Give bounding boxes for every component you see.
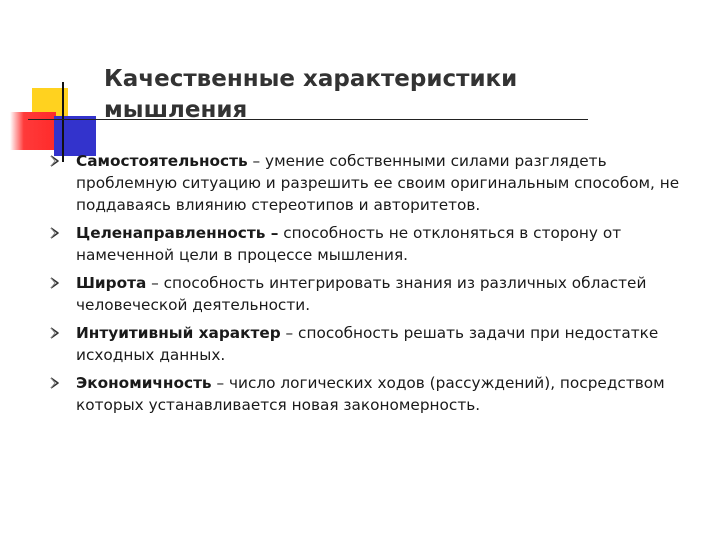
arrow-bullet-icon bbox=[48, 154, 62, 168]
arrow-bullet-icon bbox=[48, 226, 62, 240]
arrow-bullet-icon bbox=[48, 276, 62, 290]
list-item-term: Интуитивный характер bbox=[76, 324, 281, 342]
list-item-term: Широта bbox=[76, 274, 147, 292]
list-item-text: – число логических ходов (рассуждений), посредством которых устанавливается новая закономерность. bbox=[76, 374, 665, 414]
list-item-text: – умение собственными силами разглядеть проблемную ситуацию и разрешить ее своим оригинальным способом, не поддаваясь влиянию стереотипов и авторитетов. bbox=[76, 152, 680, 214]
bullet-list bbox=[48, 150, 688, 422]
list-item-text: способность не отклоняться в сторону от намеченной цели в процессе мышления. bbox=[76, 224, 622, 264]
list-item-text: – способность интегрировать знания из различных областей человеческой деятельности. bbox=[76, 274, 647, 314]
list-item bbox=[48, 322, 688, 366]
list-item bbox=[48, 222, 688, 266]
decorative-red-square bbox=[10, 112, 56, 150]
arrow-bullet-icon bbox=[48, 376, 62, 390]
list-item bbox=[48, 372, 688, 416]
slide-title bbox=[104, 64, 664, 126]
list-item-text: – способность решать задачи при недостатке исходных данных. bbox=[76, 324, 659, 364]
arrow-bullet-icon bbox=[48, 326, 62, 340]
slide-title-line-2: мышления bbox=[104, 97, 248, 123]
list-item-term: Целенаправленность – bbox=[76, 224, 279, 242]
list-item bbox=[48, 150, 688, 216]
slide-title-line-1: Качественные характеристики bbox=[104, 66, 518, 92]
list-item-term: Самостоятельность bbox=[76, 152, 248, 170]
list-item bbox=[48, 272, 688, 316]
list-item-term: Экономичность bbox=[76, 374, 212, 392]
